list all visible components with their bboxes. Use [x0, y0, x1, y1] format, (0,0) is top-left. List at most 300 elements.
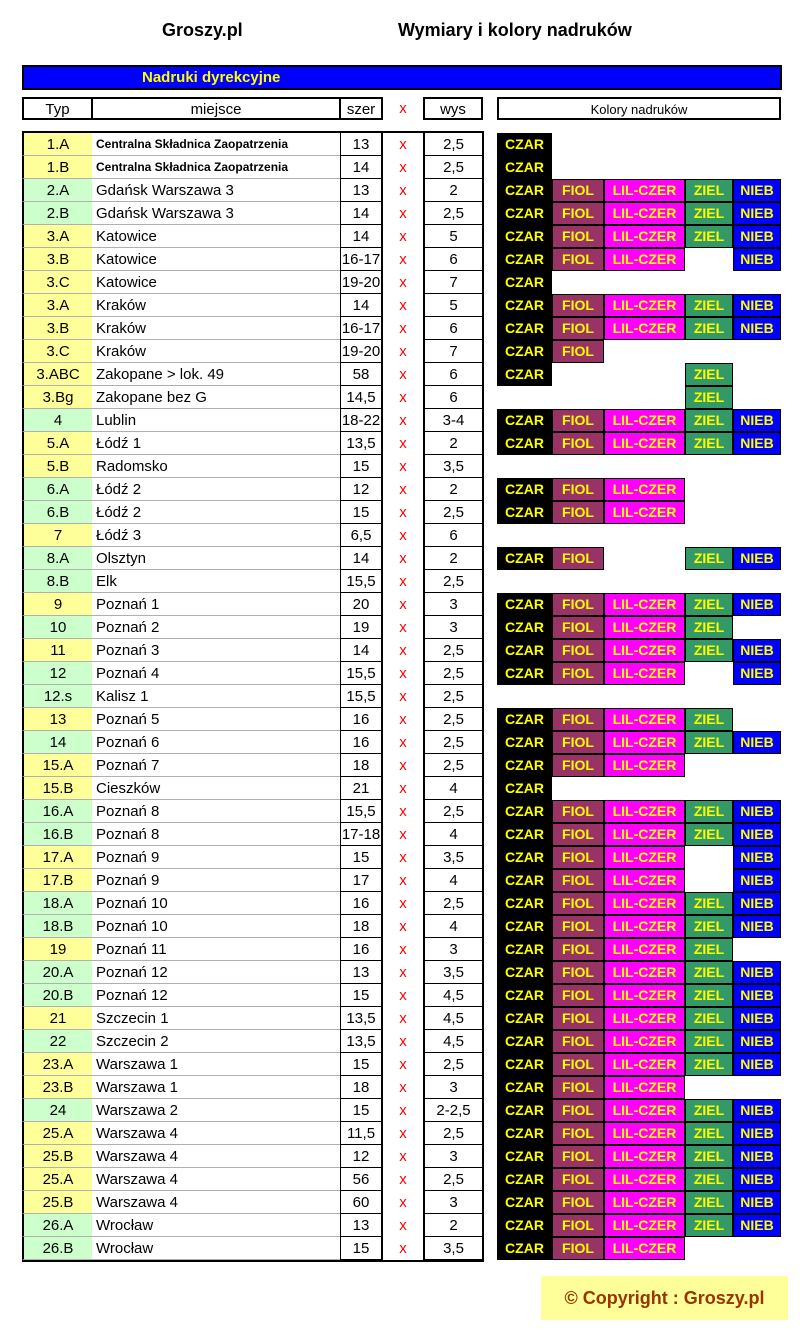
- print-colors: [497, 409, 787, 432]
- cell-typ: 3.A: [22, 225, 92, 248]
- color-swatch: CZAR: [497, 708, 552, 731]
- cell-szer: 13,5: [340, 1007, 383, 1030]
- cell-szer: 15: [340, 1099, 383, 1122]
- header-x: x: [399, 100, 407, 117]
- color-swatch: LIL-CZER: [604, 938, 685, 961]
- cell-miejsce: Poznań 9: [92, 846, 340, 869]
- cell-wys: 3: [423, 1076, 484, 1099]
- table-row: [22, 1076, 677, 1099]
- color-swatch: LIL-CZER: [604, 593, 685, 616]
- print-colors: [497, 984, 787, 1007]
- color-swatch: FIOL: [552, 294, 604, 317]
- print-colors: [497, 1099, 787, 1122]
- color-swatch: FIOL: [552, 846, 604, 869]
- cell-szer: 14: [340, 547, 383, 570]
- cell-wys: 2: [423, 179, 484, 202]
- cell-x: x: [399, 803, 407, 820]
- cell-wys: 7: [423, 271, 484, 294]
- color-swatch: ZIEL: [685, 800, 733, 823]
- cell-typ: 20.A: [22, 961, 92, 984]
- table-row: [22, 938, 725, 961]
- color-swatch: FIOL: [552, 984, 604, 1007]
- cell-szer: 18: [340, 754, 383, 777]
- cell-miejsce: Szczecin 1: [92, 1007, 340, 1030]
- color-swatch: LIL-CZER: [604, 1007, 685, 1030]
- cell-szer: 13,5: [340, 432, 383, 455]
- color-swatch: FIOL: [552, 1168, 604, 1191]
- table-row: [22, 892, 774, 915]
- cell-szer: 18-22: [340, 409, 383, 432]
- table-row: [22, 570, 484, 593]
- cell-wys: 2,5: [423, 662, 484, 685]
- table-row: [22, 1214, 774, 1237]
- table-row: [22, 1237, 677, 1260]
- table-row: [22, 1191, 774, 1214]
- color-swatch: LIL-CZER: [604, 1237, 685, 1260]
- color-swatch: LIL-CZER: [604, 478, 685, 501]
- cell-wys: 2,5: [423, 1053, 484, 1076]
- color-swatch: CZAR: [497, 616, 552, 639]
- cell-szer: 17: [340, 869, 383, 892]
- color-swatch: FIOL: [552, 639, 604, 662]
- cell-szer: 13,5: [340, 1030, 383, 1053]
- cell-miejsce: Zakopane > lok. 49: [92, 363, 340, 386]
- print-colors: [497, 593, 787, 616]
- color-swatch: LIL-CZER: [604, 501, 685, 524]
- color-swatch: FIOL: [552, 179, 604, 202]
- color-swatch: LIL-CZER: [604, 662, 685, 685]
- cell-wys: 4: [423, 777, 484, 800]
- cell-x: x: [399, 1079, 407, 1096]
- color-swatch: LIL-CZER: [604, 1030, 685, 1053]
- table-row: [22, 846, 774, 869]
- cell-x: x: [399, 1102, 407, 1119]
- color-swatch: LIL-CZER: [604, 639, 685, 662]
- print-colors: [497, 800, 787, 823]
- color-swatch: FIOL: [552, 340, 604, 363]
- color-swatch: NIEB: [733, 823, 781, 846]
- cell-szer: 15: [340, 1237, 383, 1260]
- cell-miejsce: Lublin: [92, 409, 340, 432]
- cell-x: x: [399, 688, 407, 705]
- cell-wys: 3: [423, 1191, 484, 1214]
- cell-miejsce: Łódź 2: [92, 478, 340, 501]
- cell-typ: 24: [22, 1099, 92, 1122]
- color-swatch: LIL-CZER: [604, 984, 685, 1007]
- cell-x: x: [399, 872, 407, 889]
- cell-miejsce: Warszawa 4: [92, 1168, 340, 1191]
- cell-miejsce: Gdańsk Warszawa 3: [92, 202, 340, 225]
- color-swatch: CZAR: [497, 892, 552, 915]
- cell-typ: 6.A: [22, 478, 92, 501]
- color-swatch: CZAR: [497, 731, 552, 754]
- cell-miejsce: Warszawa 1: [92, 1053, 340, 1076]
- cell-wys: 4: [423, 869, 484, 892]
- color-swatch: FIOL: [552, 1076, 604, 1099]
- cell-wys: 2,5: [423, 501, 484, 524]
- cell-wys: 2,5: [423, 708, 484, 731]
- cell-typ: 15.B: [22, 777, 92, 800]
- cell-szer: 16: [340, 938, 383, 961]
- cell-typ: 1.A: [22, 133, 92, 156]
- color-swatch: CZAR: [497, 1122, 552, 1145]
- print-colors: [497, 639, 787, 662]
- print-colors: [497, 340, 787, 363]
- cell-szer: 19-20: [340, 271, 383, 294]
- cell-szer: 16-17: [340, 317, 383, 340]
- cell-typ: 14: [22, 731, 92, 754]
- cell-szer: 18: [340, 915, 383, 938]
- table-row: [22, 754, 677, 777]
- color-swatch: ZIEL: [685, 1168, 733, 1191]
- cell-wys: 6: [423, 248, 484, 271]
- cell-miejsce: Zakopane bez G: [92, 386, 340, 409]
- cell-miejsce: Warszawa 1: [92, 1076, 340, 1099]
- cell-wys: 6: [423, 317, 484, 340]
- cell-szer: 19: [340, 616, 383, 639]
- table-row: [22, 432, 774, 455]
- cell-wys: 2-2,5: [423, 1099, 484, 1122]
- cell-typ: 23.B: [22, 1076, 92, 1099]
- cell-x: x: [399, 527, 407, 544]
- print-colors: [497, 1145, 787, 1168]
- cell-wys: 2,5: [423, 1168, 484, 1191]
- color-swatch: CZAR: [497, 823, 552, 846]
- color-swatch: CZAR: [497, 1099, 552, 1122]
- color-swatch: ZIEL: [685, 731, 733, 754]
- color-swatch: ZIEL: [685, 225, 733, 248]
- cell-wys: 7: [423, 340, 484, 363]
- color-swatch: NIEB: [733, 225, 781, 248]
- cell-typ: 16.B: [22, 823, 92, 846]
- table-row: [22, 869, 774, 892]
- color-swatch: CZAR: [497, 754, 552, 777]
- print-colors: [497, 133, 787, 156]
- color-swatch: NIEB: [733, 593, 781, 616]
- cell-wys: 2,5: [423, 156, 484, 179]
- cell-miejsce: Poznań 5: [92, 708, 340, 731]
- cell-x: x: [399, 251, 407, 268]
- color-swatch: ZIEL: [685, 1122, 733, 1145]
- cell-x: x: [399, 504, 407, 521]
- color-swatch: FIOL: [552, 800, 604, 823]
- cell-wys: 2,5: [423, 731, 484, 754]
- table-row: [22, 271, 544, 294]
- cell-wys: 6: [423, 386, 484, 409]
- cell-x: x: [399, 734, 407, 751]
- print-colors: [497, 823, 787, 846]
- cell-x: x: [399, 458, 407, 475]
- cell-szer: 6,5: [340, 524, 383, 547]
- cell-x: x: [399, 481, 407, 498]
- cell-miejsce: Katowice: [92, 225, 340, 248]
- cell-miejsce: Poznań 4: [92, 662, 340, 685]
- print-colors: [497, 294, 787, 317]
- table-row: [22, 547, 774, 570]
- cell-x: x: [399, 964, 407, 981]
- cell-x: x: [399, 1171, 407, 1188]
- print-colors: [497, 363, 787, 386]
- color-swatch: CZAR: [497, 1214, 552, 1237]
- color-swatch: NIEB: [733, 846, 781, 869]
- cell-szer: 13: [340, 1214, 383, 1237]
- color-swatch: LIL-CZER: [604, 1122, 685, 1145]
- color-swatch: CZAR: [497, 639, 552, 662]
- cell-miejsce: Centralna Składnica Zaopatrzenia: [92, 133, 340, 156]
- print-colors: [497, 754, 787, 777]
- cell-typ: 16.A: [22, 800, 92, 823]
- cell-wys: 2: [423, 478, 484, 501]
- cell-wys: 3,5: [423, 846, 484, 869]
- cell-wys: 6: [423, 524, 484, 547]
- table-row: [22, 156, 544, 179]
- color-swatch: CZAR: [497, 1191, 552, 1214]
- print-colors: [497, 570, 787, 593]
- cell-miejsce: Poznań 10: [92, 915, 340, 938]
- color-swatch: CZAR: [497, 938, 552, 961]
- color-swatch: LIL-CZER: [604, 869, 685, 892]
- cell-szer: 15: [340, 846, 383, 869]
- color-swatch: FIOL: [552, 662, 604, 685]
- cell-szer: 15,5: [340, 800, 383, 823]
- color-swatch: ZIEL: [685, 547, 733, 570]
- print-colors: [497, 616, 787, 639]
- cell-miejsce: Łódź 1: [92, 432, 340, 455]
- table-row: [22, 202, 774, 225]
- cell-miejsce: Warszawa 4: [92, 1122, 340, 1145]
- color-swatch: LIL-CZER: [604, 846, 685, 869]
- cell-x: x: [399, 918, 407, 935]
- cell-miejsce: Katowice: [92, 271, 340, 294]
- color-swatch: NIEB: [733, 248, 781, 271]
- color-swatch: LIL-CZER: [604, 248, 685, 271]
- cell-x: x: [399, 389, 407, 406]
- cell-typ: 21: [22, 1007, 92, 1030]
- color-swatch: NIEB: [733, 915, 781, 938]
- color-swatch: LIL-CZER: [604, 1214, 685, 1237]
- copyright-notice: © Copyright : Groszy.pl: [541, 1276, 788, 1320]
- cell-szer: 58: [340, 363, 383, 386]
- cell-typ: 4: [22, 409, 92, 432]
- cell-wys: 2,5: [423, 202, 484, 225]
- color-swatch: CZAR: [497, 317, 552, 340]
- cell-wys: 2: [423, 432, 484, 455]
- cell-szer: 56: [340, 1168, 383, 1191]
- color-swatch: LIL-CZER: [604, 754, 685, 777]
- color-swatch: CZAR: [497, 363, 552, 386]
- table-row: [22, 915, 774, 938]
- cell-x: x: [399, 159, 407, 176]
- color-swatch: CZAR: [497, 1076, 552, 1099]
- cell-miejsce: Kraków: [92, 317, 340, 340]
- cell-miejsce: Wrocław: [92, 1237, 340, 1260]
- cell-miejsce: Poznań 11: [92, 938, 340, 961]
- color-swatch: FIOL: [552, 432, 604, 455]
- color-swatch: LIL-CZER: [604, 800, 685, 823]
- print-colors: [497, 1168, 787, 1191]
- cell-typ: 8.A: [22, 547, 92, 570]
- cell-miejsce: Poznań 3: [92, 639, 340, 662]
- color-swatch: NIEB: [733, 1145, 781, 1168]
- color-swatch: ZIEL: [685, 961, 733, 984]
- table-row: [22, 248, 774, 271]
- cell-szer: 14: [340, 156, 383, 179]
- cell-szer: 60: [340, 1191, 383, 1214]
- color-swatch: FIOL: [552, 1237, 604, 1260]
- cell-typ: 7: [22, 524, 92, 547]
- table-row: [22, 133, 544, 156]
- cell-typ: 22: [22, 1030, 92, 1053]
- cell-x: x: [399, 826, 407, 843]
- color-swatch: LIL-CZER: [604, 202, 685, 225]
- cell-szer: 19-20: [340, 340, 383, 363]
- cell-x: x: [399, 941, 407, 958]
- color-swatch: LIL-CZER: [604, 225, 685, 248]
- table-row: [22, 179, 774, 202]
- color-swatch: FIOL: [552, 248, 604, 271]
- color-swatch: FIOL: [552, 915, 604, 938]
- color-swatch: CZAR: [497, 800, 552, 823]
- color-swatch: FIOL: [552, 1122, 604, 1145]
- cell-typ: 3.Bg: [22, 386, 92, 409]
- cell-szer: 21: [340, 777, 383, 800]
- color-swatch: FIOL: [552, 317, 604, 340]
- color-swatch: NIEB: [733, 547, 781, 570]
- print-colors: [497, 271, 787, 294]
- header-kolory: Kolory nadruków: [497, 97, 781, 120]
- cell-typ: 3.C: [22, 271, 92, 294]
- cell-wys: 3: [423, 938, 484, 961]
- cell-miejsce: Łódź 3: [92, 524, 340, 547]
- cell-wys: 2: [423, 547, 484, 570]
- cell-typ: 18.A: [22, 892, 92, 915]
- cell-szer: 15: [340, 984, 383, 1007]
- cell-szer: 15: [340, 501, 383, 524]
- cell-typ: 2.B: [22, 202, 92, 225]
- print-colors: [497, 432, 787, 455]
- cell-miejsce: Warszawa 2: [92, 1099, 340, 1122]
- cell-miejsce: Gdańsk Warszawa 3: [92, 179, 340, 202]
- cell-szer: 15,5: [340, 662, 383, 685]
- cell-x: x: [399, 573, 407, 590]
- color-swatch: NIEB: [733, 1191, 781, 1214]
- cell-x: x: [399, 136, 407, 153]
- color-swatch: NIEB: [733, 294, 781, 317]
- cell-miejsce: Szczecin 2: [92, 1030, 340, 1053]
- color-swatch: NIEB: [733, 1099, 781, 1122]
- cell-wys: 4,5: [423, 984, 484, 1007]
- section-banner: [22, 65, 782, 90]
- cell-typ: 20.B: [22, 984, 92, 1007]
- header-wys: wys: [423, 97, 483, 120]
- color-swatch: ZIEL: [685, 616, 733, 639]
- color-swatch: ZIEL: [685, 432, 733, 455]
- table-row: [22, 225, 774, 248]
- cell-wys: 3,5: [423, 1237, 484, 1260]
- cell-szer: 14: [340, 202, 383, 225]
- color-swatch: ZIEL: [685, 409, 733, 432]
- table-row: [22, 1030, 774, 1053]
- cell-miejsce: Poznań 12: [92, 961, 340, 984]
- color-swatch: ZIEL: [685, 1214, 733, 1237]
- cell-x: x: [399, 366, 407, 383]
- cell-miejsce: Warszawa 4: [92, 1145, 340, 1168]
- cell-szer: 17-18: [340, 823, 383, 846]
- cell-typ: 17.A: [22, 846, 92, 869]
- table-row: [22, 386, 725, 409]
- cell-x: x: [399, 1194, 407, 1211]
- table-row: [22, 340, 594, 363]
- cell-szer: 15,5: [340, 685, 383, 708]
- color-swatch: ZIEL: [685, 593, 733, 616]
- color-swatch: LIL-CZER: [604, 823, 685, 846]
- cell-typ: 5.A: [22, 432, 92, 455]
- color-swatch: LIL-CZER: [604, 1099, 685, 1122]
- color-swatch: LIL-CZER: [604, 1168, 685, 1191]
- print-colors: [497, 731, 787, 754]
- print-colors: [497, 478, 787, 501]
- color-swatch: ZIEL: [685, 984, 733, 1007]
- print-colors: [497, 317, 787, 340]
- cell-typ: 26.A: [22, 1214, 92, 1237]
- site-name: Groszy.pl: [162, 20, 243, 40]
- print-colors: [497, 455, 787, 478]
- table-row: [22, 317, 774, 340]
- cell-x: x: [399, 849, 407, 866]
- cell-miejsce: Katowice: [92, 248, 340, 271]
- color-swatch: CZAR: [497, 225, 552, 248]
- color-swatch: ZIEL: [685, 363, 733, 386]
- cell-miejsce: Wrocław: [92, 1214, 340, 1237]
- cell-wys: 4,5: [423, 1030, 484, 1053]
- print-colors: [497, 915, 787, 938]
- table-row: [22, 639, 774, 662]
- cell-miejsce: Poznań 9: [92, 869, 340, 892]
- color-swatch: ZIEL: [685, 892, 733, 915]
- cell-x: x: [399, 182, 407, 199]
- color-swatch: CZAR: [497, 501, 552, 524]
- table-row: [22, 984, 774, 1007]
- dimensions-table: [22, 131, 774, 1262]
- color-swatch: NIEB: [733, 731, 781, 754]
- color-swatch: CZAR: [497, 202, 552, 225]
- table-row: [22, 1145, 774, 1168]
- cell-typ: 2.A: [22, 179, 92, 202]
- cell-typ: 3.B: [22, 317, 92, 340]
- cell-miejsce: Cieszków: [92, 777, 340, 800]
- color-swatch: CZAR: [497, 1168, 552, 1191]
- cell-x: x: [399, 780, 407, 797]
- cell-typ: 11: [22, 639, 92, 662]
- color-swatch: NIEB: [733, 800, 781, 823]
- cell-miejsce: Kalisz 1: [92, 685, 340, 708]
- color-swatch: NIEB: [733, 984, 781, 1007]
- cell-wys: 2,5: [423, 133, 484, 156]
- table-row: [22, 1007, 774, 1030]
- cell-x: x: [399, 665, 407, 682]
- color-swatch: ZIEL: [685, 1053, 733, 1076]
- cell-szer: 11,5: [340, 1122, 383, 1145]
- color-swatch: ZIEL: [685, 317, 733, 340]
- cell-x: x: [399, 435, 407, 452]
- cell-miejsce: Warszawa 4: [92, 1191, 340, 1214]
- print-colors: [497, 708, 787, 731]
- color-swatch: CZAR: [497, 271, 552, 294]
- cell-x: x: [399, 1148, 407, 1165]
- cell-szer: 14: [340, 639, 383, 662]
- color-swatch: ZIEL: [685, 1191, 733, 1214]
- color-swatch: NIEB: [733, 1214, 781, 1237]
